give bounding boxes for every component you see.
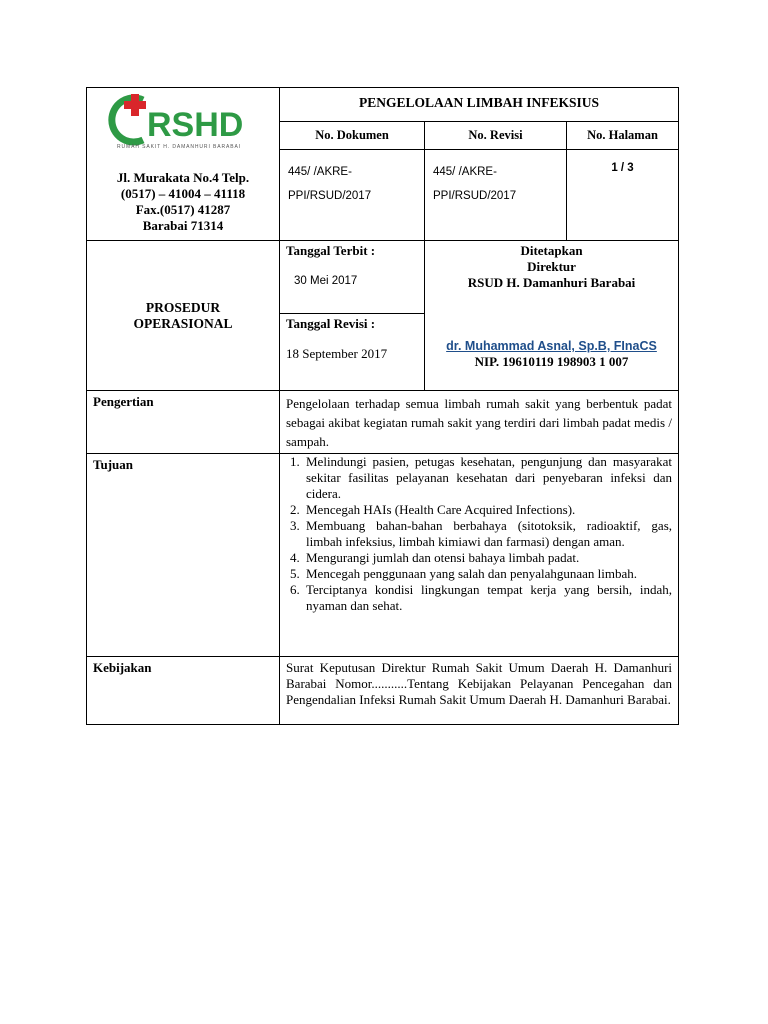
signer-link: dr. Muhammad Asnal, Sp.B, FInaCS — [446, 339, 657, 353]
tujuan-cell — [280, 454, 679, 657]
halaman-value: 1 / 3 — [567, 150, 679, 241]
tujuan-list — [280, 454, 678, 614]
list-item: 6. Terciptanya kondisi lingkungan tempat kerja yang bersih, indah, nyaman dan sehat. — [303, 582, 672, 614]
pengertian-label: Pengertian — [87, 391, 280, 454]
dokumen-label: No. Dokumen — [280, 122, 425, 150]
document-title: PENGELOLAAN LIMBAH INFEKSIUS — [280, 88, 679, 122]
terbit-label: Tanggal Terbit : — [286, 243, 376, 258]
dokumen-value: 445/ /AKRE-PPI/RSUD/2017 — [280, 150, 425, 241]
approval-line-1: Ditetapkan — [520, 243, 583, 258]
approval-line-2: Direktur — [527, 259, 576, 274]
sop-document — [86, 87, 678, 725]
signer-nip: NIP. 19610119 198903 1 007 — [474, 354, 629, 369]
logo-tagline: RUMAH SAKIT H. DAMANHURI BARABAI — [117, 144, 241, 150]
address-line-4: Barabai 71314 — [142, 218, 224, 233]
pengertian-text: Pengelolaan terhadap semua limbah rumah sakit yang berbentuk padat sebagai akibat kegiatan rumah sakit yang terdiri dari limbah padat medis / sampah. — [280, 391, 679, 454]
list-item: 1. Melindungi pasien, petugas kesehatan, pengunjung dan masyarakat sekitar fasilitas pelayanan kesehatan dari penyebaran infeksi dan cidera. — [303, 454, 672, 502]
halaman-label: No. Halaman — [567, 122, 679, 150]
hospital-address — [87, 170, 279, 234]
rshd-logo-icon — [103, 90, 263, 152]
terbit-cell — [280, 241, 425, 314]
list-item: 5. Mencegah penggunaan yang salah dan penyalahgunaan limbah. — [303, 566, 672, 582]
address-line-1: Jl. Murakata No.4 Telp. — [116, 170, 250, 185]
sop-table — [86, 87, 679, 725]
terbit-value: 30 Mei 2017 — [294, 275, 358, 287]
tujuan-label: Tujuan — [87, 454, 280, 657]
revisi-value: 445/ /AKRE-PPI/RSUD/2017 — [425, 150, 567, 241]
revisi-date-cell — [280, 314, 425, 391]
hospital-identity-cell — [87, 88, 280, 241]
revisi-date-value: 18 September 2017 — [286, 346, 388, 361]
address-line-3: Fax.(0517) 41287 — [135, 202, 231, 217]
signer-name — [425, 338, 678, 354]
revisi-date-label: Tanggal Revisi : — [286, 316, 376, 331]
logo-brand-text: RSHD — [147, 106, 244, 144]
list-item: 3. Membuang bahan-bahan berbahaya (sitotoksik, radioaktif, gas, limbah infeksius, limbah kimiawi dan farmasi) dengan aman. — [303, 518, 672, 550]
procedure-label: PROSEDUR OPERASIONAL — [87, 241, 280, 391]
kebijakan-label: Kebijakan — [87, 657, 280, 725]
address-line-2: (0517) – 41004 – 41118 — [120, 186, 246, 201]
revisi-label: No. Revisi — [425, 122, 567, 150]
kebijakan-text: Surat Keputusan Direktur Rumah Sakit Umum Daerah H. Damanhuri Barabai Nomor...........Tentang Kebijakan Pelayanan Pencegahan dan Pengendalian Infeksi Rumah Sakit Umum Daerah H. Damanhuri Barabai. — [280, 657, 679, 725]
list-item: 2. Mencegah HAIs (Health Care Acquired Infections). — [303, 502, 672, 518]
approval-line-3: RSUD H. Damanhuri Barabai — [467, 275, 636, 290]
approval-cell — [425, 241, 679, 391]
hospital-logo — [87, 90, 279, 156]
list-item: 4. Mengurangi jumlah dan otensi bahaya limbah padat. — [303, 550, 672, 566]
